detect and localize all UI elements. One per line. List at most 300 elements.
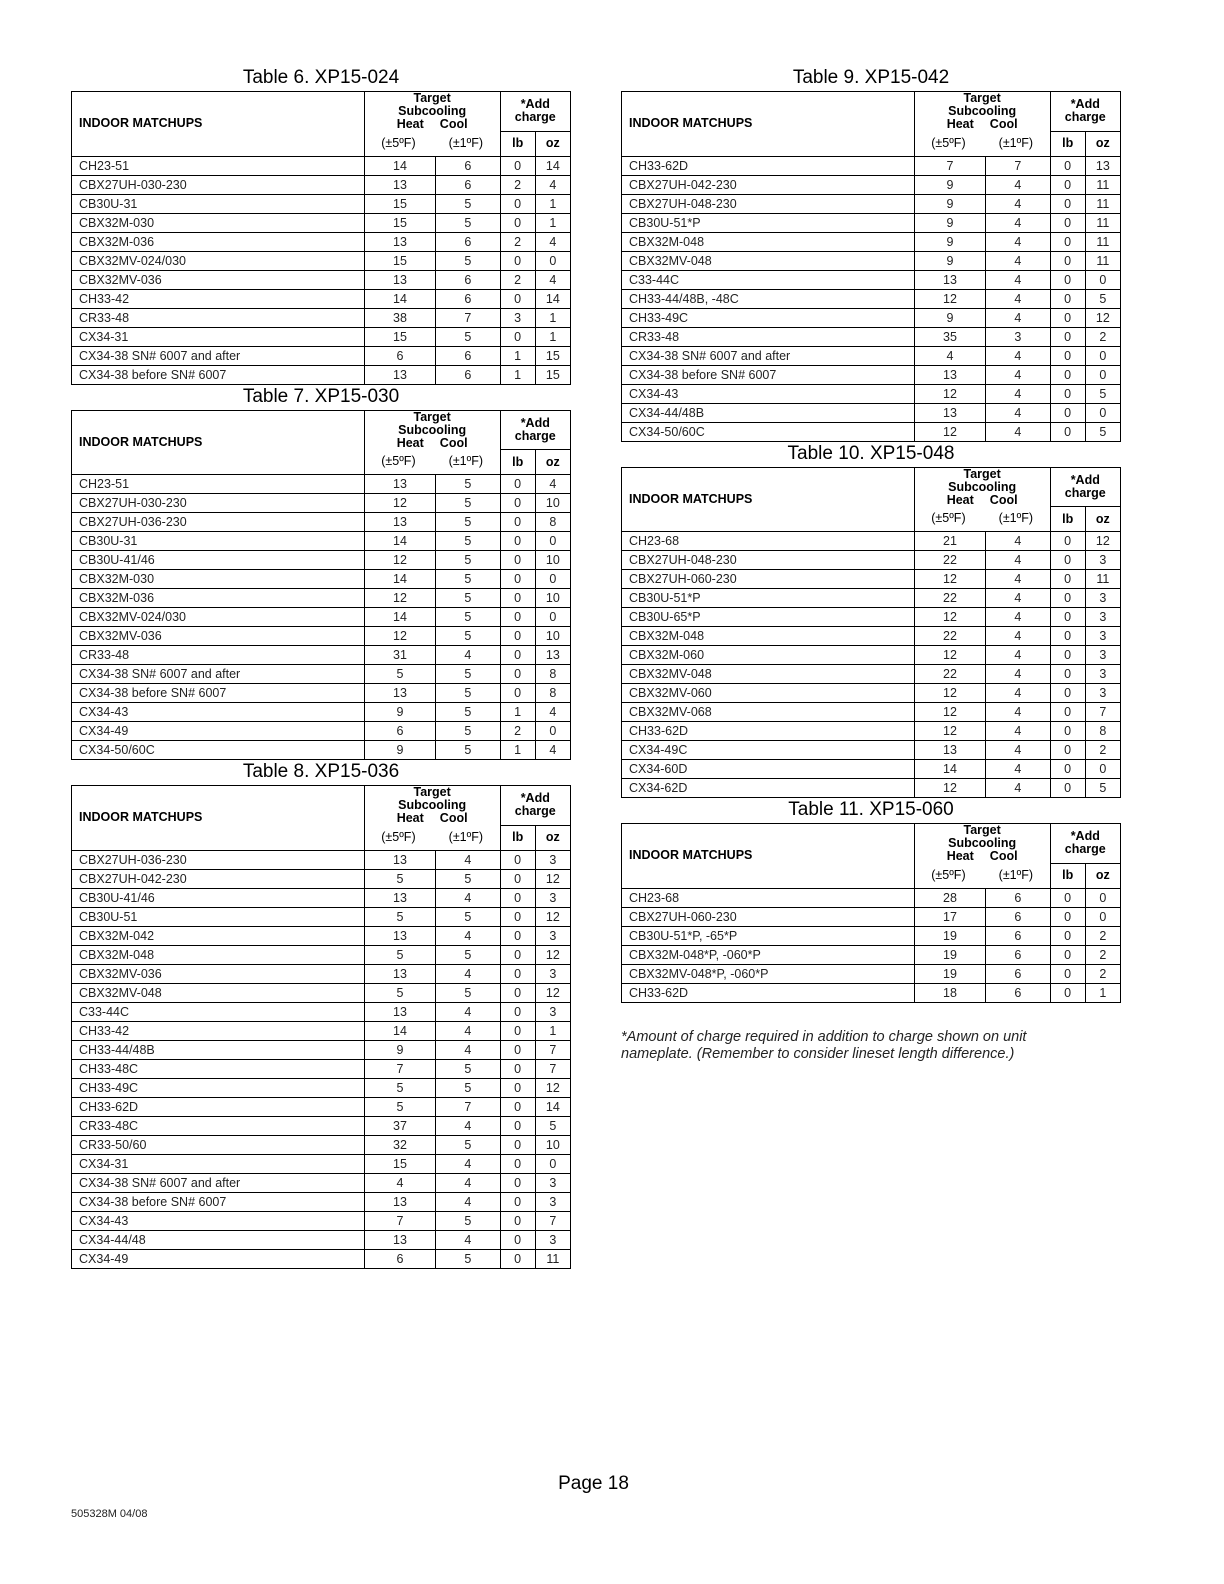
charge-lb-cell: 0: [1050, 983, 1085, 1002]
tolerance-header: [364, 450, 500, 475]
indoor-matchups-header: INDOOR MATCHUPS: [72, 92, 365, 157]
indoor-matchup-cell: CX34-49: [72, 722, 365, 741]
table-row: [72, 850, 571, 869]
charge-oz-cell: 3: [535, 888, 570, 907]
charge-lb-cell: 0: [500, 1021, 535, 1040]
cool-subcooling-cell: 4: [986, 570, 1050, 589]
indoor-matchups-header: INDOOR MATCHUPS: [72, 410, 365, 475]
charge-oz-cell: 12: [535, 1078, 570, 1097]
table-7-block: [71, 385, 571, 761]
cool-subcooling-cell: 4: [436, 1040, 500, 1059]
heat-subcooling-cell: 21: [914, 532, 985, 551]
indoor-matchup-cell: CBX32M-036: [72, 589, 365, 608]
charge-label: charge: [514, 428, 556, 443]
target-label: Target: [413, 785, 451, 799]
indoor-matchup-cell: C33-44C: [622, 270, 915, 289]
indoor-matchup-cell: CBX27UH-042-230: [622, 175, 915, 194]
add-charge-header: [500, 786, 570, 826]
heat-subcooling-cell: 6: [364, 722, 435, 741]
target-label: Target: [413, 91, 451, 105]
cool-tolerance: (±1ºF): [448, 135, 483, 150]
table-row: [622, 570, 1121, 589]
cool-subcooling-cell: 4: [986, 365, 1050, 384]
indoor-matchup-cell: CBX32M-030: [72, 570, 365, 589]
table-row: [72, 945, 571, 964]
charge-oz-cell: 3: [535, 1230, 570, 1249]
charge-oz-cell: 12: [535, 945, 570, 964]
table-title: Table 6. XP15-024: [242, 67, 400, 88]
cool-subcooling-cell: 4: [986, 308, 1050, 327]
indoor-matchup-cell: CB30U-41/46: [72, 888, 365, 907]
table-row: [72, 346, 571, 365]
indoor-matchups-header: INDOOR MATCHUPS: [622, 467, 915, 532]
oz-header: oz: [1085, 507, 1120, 532]
charge-lb-cell: 0: [1050, 175, 1085, 194]
table-row: [622, 926, 1121, 945]
charge-lb-cell: 0: [500, 1154, 535, 1173]
charge-oz-cell: 3: [535, 1002, 570, 1021]
charge-oz-cell: 14: [535, 1097, 570, 1116]
table-9-block: [621, 66, 1121, 442]
charge-oz-cell: 13: [535, 646, 570, 665]
table-title: Table 8. XP15-036: [242, 761, 400, 782]
lb-header: lb: [500, 450, 535, 475]
charge-oz-cell: 5: [1085, 422, 1120, 441]
indoor-matchups-header: INDOOR MATCHUPS: [622, 824, 915, 889]
indoor-matchup-cell: CH33-62D: [622, 983, 915, 1002]
indoor-matchup-cell: CBX32MV-024/030: [72, 608, 365, 627]
charge-lb-cell: 0: [500, 646, 535, 665]
table-row: [72, 365, 571, 384]
charge-lb-cell: 0: [500, 1211, 535, 1230]
table-row: [72, 513, 571, 532]
cool-subcooling-cell: 4: [436, 964, 500, 983]
table-row: [72, 1230, 571, 1249]
table-title: Table 11. XP15-060: [788, 799, 954, 820]
target-label: Target: [413, 409, 451, 424]
charge-lb-cell: 0: [500, 1135, 535, 1154]
charge-lb-cell: 0: [500, 1078, 535, 1097]
table-title: Table 9. XP15-042: [792, 67, 950, 88]
cool-label: Cool: [989, 117, 1018, 131]
heat-subcooling-cell: 15: [364, 1154, 435, 1173]
cool-subcooling-cell: 5: [436, 532, 500, 551]
cool-subcooling-cell: 4: [986, 589, 1050, 608]
heat-subcooling-cell: 12: [914, 570, 985, 589]
lb-header: lb: [500, 825, 535, 850]
cool-subcooling-cell: 5: [436, 551, 500, 570]
heat-subcooling-cell: 37: [364, 1116, 435, 1135]
cool-tolerance: (±1ºF): [448, 829, 483, 844]
heat-subcooling-cell: 38: [364, 308, 435, 327]
charge-lb-cell: 0: [1050, 403, 1085, 422]
document-code: 505328M 04/08: [71, 1508, 148, 1520]
charge-table: [621, 91, 1121, 442]
charge-label: charge: [1064, 842, 1106, 857]
table-row: [622, 722, 1121, 741]
target-subcooling-header: [914, 467, 1050, 507]
charge-lb-cell: 0: [500, 945, 535, 964]
cool-subcooling-cell: 4: [986, 251, 1050, 270]
indoor-matchup-cell: CB30U-41/46: [72, 551, 365, 570]
indoor-matchup-cell: CX34-38 SN# 6007 and after: [72, 665, 365, 684]
heat-subcooling-cell: 28: [914, 888, 985, 907]
charge-lb-cell: 0: [500, 1002, 535, 1021]
indoor-matchup-cell: CX34-49: [72, 1249, 365, 1268]
charge-lb-cell: 2: [500, 270, 535, 289]
charge-oz-cell: 0: [1085, 403, 1120, 422]
table-row: [72, 741, 571, 760]
cool-subcooling-cell: 5: [436, 869, 500, 888]
indoor-matchup-cell: CX34-38 SN# 6007 and after: [622, 346, 915, 365]
charge-oz-cell: 13: [1085, 156, 1120, 175]
table-row: [622, 251, 1121, 270]
target-label: Target: [963, 466, 1001, 481]
charge-oz-cell: 3: [535, 1192, 570, 1211]
charge-oz-cell: 10: [535, 589, 570, 608]
cool-subcooling-cell: 6: [436, 289, 500, 308]
heat-subcooling-cell: 12: [914, 608, 985, 627]
subcooling-label: Subcooling: [948, 479, 1017, 494]
cool-subcooling-cell: 6: [436, 270, 500, 289]
table-row: [622, 741, 1121, 760]
charge-table: [621, 467, 1121, 799]
charge-lb-cell: 1: [500, 703, 535, 722]
indoor-matchups-header: INDOOR MATCHUPS: [622, 92, 915, 157]
heat-subcooling-cell: 14: [364, 289, 435, 308]
charge-lb-cell: 0: [1050, 270, 1085, 289]
indoor-matchup-cell: CX34-38 SN# 6007 and after: [72, 1173, 365, 1192]
cool-subcooling-cell: 6: [986, 964, 1050, 983]
heat-subcooling-cell: 12: [914, 289, 985, 308]
heat-label: Heat: [396, 435, 424, 450]
heat-subcooling-cell: 13: [364, 513, 435, 532]
cool-subcooling-cell: 4: [986, 684, 1050, 703]
indoor-matchup-cell: CBX32M-048*P, -060*P: [622, 945, 915, 964]
indoor-matchup-cell: CH23-51: [72, 475, 365, 494]
cool-subcooling-cell: 4: [986, 346, 1050, 365]
charge-lb-cell: 0: [1050, 289, 1085, 308]
charge-lb-cell: 0: [1050, 627, 1085, 646]
cool-subcooling-cell: 5: [436, 983, 500, 1002]
charge-lb-cell: 0: [500, 494, 535, 513]
indoor-matchup-cell: CX34-38 before SN# 6007: [72, 1192, 365, 1211]
cool-subcooling-cell: 4: [436, 1154, 500, 1173]
heat-subcooling-cell: 17: [914, 907, 985, 926]
charge-label: charge: [514, 804, 556, 819]
indoor-matchup-cell: CBX32MV-036: [72, 270, 365, 289]
charge-lb-cell: 0: [1050, 741, 1085, 760]
heat-subcooling-cell: 6: [364, 1249, 435, 1268]
indoor-matchup-cell: CX34-44/48B: [622, 403, 915, 422]
heat-subcooling-cell: 5: [364, 907, 435, 926]
table-row: [72, 327, 571, 346]
table-8-block: [71, 760, 571, 1269]
table-row: [622, 888, 1121, 907]
heat-tolerance: (±5ºF): [381, 454, 416, 469]
charge-lb-cell: 0: [500, 665, 535, 684]
heat-subcooling-cell: 5: [364, 945, 435, 964]
heat-subcooling-cell: 12: [914, 384, 985, 403]
table-row: [622, 308, 1121, 327]
charge-lb-cell: 2: [500, 232, 535, 251]
heat-subcooling-cell: 5: [364, 983, 435, 1002]
cool-subcooling-cell: 5: [436, 570, 500, 589]
table-row: [622, 403, 1121, 422]
heat-subcooling-cell: 13: [364, 1230, 435, 1249]
indoor-matchup-cell: CBX32MV-048: [622, 665, 915, 684]
tolerance-header: [914, 507, 1050, 532]
indoor-matchup-cell: CH33-62D: [72, 1097, 365, 1116]
heat-subcooling-cell: 35: [914, 327, 985, 346]
charge-lb-cell: 0: [1050, 703, 1085, 722]
indoor-matchup-cell: CBX32M-048: [622, 627, 915, 646]
right-column: [621, 66, 1121, 1003]
charge-lb-cell: 0: [1050, 760, 1085, 779]
table-row: [72, 570, 571, 589]
indoor-matchup-cell: CBX27UH-060-230: [622, 907, 915, 926]
tolerance-header: [914, 131, 1050, 156]
table-row: [622, 213, 1121, 232]
table-row: [622, 289, 1121, 308]
cool-subcooling-cell: 4: [986, 213, 1050, 232]
charge-oz-cell: 12: [535, 869, 570, 888]
table-title: Table 10. XP15-048: [787, 442, 955, 464]
target-subcooling-header: [914, 92, 1050, 132]
charge-oz-cell: 3: [1085, 665, 1120, 684]
add-charge-header: [500, 92, 570, 132]
table-row: [72, 532, 571, 551]
charge-footnote: *Amount of charge required in addition to charge shown on unit nameplate. (Remember to consider lineset length difference.): [621, 1029, 1027, 1062]
indoor-matchup-cell: CB30U-51*P: [622, 589, 915, 608]
table-row: [622, 964, 1121, 983]
cool-tolerance: (±1ºF): [998, 511, 1033, 526]
charge-lb-cell: 0: [500, 327, 535, 346]
charge-table: [71, 410, 571, 761]
table-row: [72, 1249, 571, 1268]
heat-subcooling-cell: 7: [364, 1059, 435, 1078]
cool-label: Cool: [439, 435, 468, 450]
charge-oz-cell: 11: [1085, 251, 1120, 270]
indoor-matchup-cell: CH23-68: [622, 888, 915, 907]
indoor-matchup-cell: CB30U-51*P: [622, 213, 915, 232]
charge-oz-cell: 1: [535, 308, 570, 327]
add-label: *Add: [1070, 472, 1100, 487]
cool-subcooling-cell: 5: [436, 608, 500, 627]
charge-oz-cell: 7: [535, 1059, 570, 1078]
table-row: [72, 684, 571, 703]
cool-subcooling-cell: 6: [986, 888, 1050, 907]
indoor-matchup-cell: CB30U-65*P: [622, 608, 915, 627]
table-row: [622, 589, 1121, 608]
charge-oz-cell: 14: [535, 156, 570, 175]
charge-oz-cell: 11: [1085, 175, 1120, 194]
table-row: [72, 194, 571, 213]
charge-lb-cell: 0: [1050, 779, 1085, 798]
cool-subcooling-cell: 4: [436, 1230, 500, 1249]
indoor-matchup-cell: CH33-44/48B: [72, 1040, 365, 1059]
lb-header: lb: [1050, 131, 1085, 156]
oz-header: oz: [535, 825, 570, 850]
table-row: [72, 589, 571, 608]
charge-lb-cell: 0: [1050, 194, 1085, 213]
indoor-matchup-cell: CBX32M-036: [72, 232, 365, 251]
oz-header: oz: [1085, 131, 1120, 156]
heat-subcooling-cell: 19: [914, 964, 985, 983]
charge-oz-cell: 8: [535, 684, 570, 703]
table-row: [622, 422, 1121, 441]
cool-subcooling-cell: 3: [986, 327, 1050, 346]
heat-subcooling-cell: 13: [364, 926, 435, 945]
heat-label: Heat: [396, 117, 424, 131]
indoor-matchup-cell: CX34-62D: [622, 779, 915, 798]
charge-lb-cell: 0: [1050, 945, 1085, 964]
lb-header: lb: [1050, 863, 1085, 888]
table-row: [72, 1192, 571, 1211]
cool-subcooling-cell: 5: [436, 907, 500, 926]
indoor-matchup-cell: CBX27UH-048-230: [622, 551, 915, 570]
table-row: [622, 608, 1121, 627]
tolerance-header: [364, 825, 500, 850]
charge-oz-cell: 3: [535, 964, 570, 983]
charge-lb-cell: 0: [1050, 156, 1085, 175]
charge-oz-cell: 3: [535, 850, 570, 869]
charge-lb-cell: 0: [500, 156, 535, 175]
heat-subcooling-cell: 13: [364, 475, 435, 494]
table-row: [622, 665, 1121, 684]
add-label: *Add: [1070, 829, 1100, 844]
charge-oz-cell: 10: [535, 551, 570, 570]
cool-subcooling-cell: 4: [436, 1002, 500, 1021]
target-subcooling-header: [914, 824, 1050, 864]
charge-oz-cell: 0: [1085, 365, 1120, 384]
heat-subcooling-cell: 22: [914, 665, 985, 684]
cool-subcooling-cell: 4: [986, 722, 1050, 741]
cool-subcooling-cell: 5: [436, 741, 500, 760]
cool-subcooling-cell: 7: [986, 156, 1050, 175]
lb-header: lb: [1050, 507, 1085, 532]
charge-oz-cell: 11: [1085, 194, 1120, 213]
charge-lb-cell: 0: [1050, 964, 1085, 983]
indoor-matchup-cell: CX34-31: [72, 1154, 365, 1173]
cool-subcooling-cell: 4: [436, 888, 500, 907]
table-row: [72, 1040, 571, 1059]
cool-subcooling-cell: 5: [436, 213, 500, 232]
table-title: Table 7. XP15-030: [242, 385, 400, 407]
heat-subcooling-cell: 9: [914, 251, 985, 270]
cool-subcooling-cell: 5: [436, 1059, 500, 1078]
cool-subcooling-cell: 5: [436, 1211, 500, 1230]
heat-subcooling-cell: 4: [914, 346, 985, 365]
heat-subcooling-cell: 12: [364, 589, 435, 608]
cool-subcooling-cell: 4: [436, 1116, 500, 1135]
charge-oz-cell: 0: [1085, 907, 1120, 926]
subcooling-label: Subcooling: [398, 798, 467, 812]
charge-lb-cell: 0: [500, 964, 535, 983]
cool-subcooling-cell: 5: [436, 513, 500, 532]
charge-oz-cell: 10: [535, 494, 570, 513]
cool-subcooling-cell: 6: [436, 346, 500, 365]
charge-oz-cell: 3: [1085, 551, 1120, 570]
heat-subcooling-cell: 32: [364, 1135, 435, 1154]
charge-oz-cell: 14: [535, 289, 570, 308]
table-row: [622, 646, 1121, 665]
charge-lb-cell: 0: [1050, 589, 1085, 608]
indoor-matchup-cell: CX34-31: [72, 327, 365, 346]
heat-subcooling-cell: 5: [364, 869, 435, 888]
charge-oz-cell: 3: [1085, 627, 1120, 646]
indoor-matchup-cell: CX34-43: [72, 1211, 365, 1230]
charge-oz-cell: 1: [535, 1021, 570, 1040]
cool-subcooling-cell: 4: [986, 270, 1050, 289]
charge-oz-cell: 12: [535, 907, 570, 926]
charge-oz-cell: 4: [535, 232, 570, 251]
tolerance-header: [364, 131, 500, 156]
table-row: [72, 646, 571, 665]
indoor-matchup-cell: CBX32M-060: [622, 646, 915, 665]
cool-subcooling-cell: 4: [986, 741, 1050, 760]
charge-oz-cell: 15: [535, 365, 570, 384]
charge-lb-cell: 0: [500, 194, 535, 213]
charge-oz-cell: 2: [1085, 945, 1120, 964]
charge-lb-cell: 0: [1050, 646, 1085, 665]
table-row: [72, 232, 571, 251]
charge-lb-cell: 0: [500, 627, 535, 646]
cool-subcooling-cell: 4: [986, 551, 1050, 570]
cool-subcooling-cell: 5: [436, 589, 500, 608]
indoor-matchup-cell: CB30U-51*P, -65*P: [622, 926, 915, 945]
charge-lb-cell: 3: [500, 308, 535, 327]
cool-subcooling-cell: 5: [436, 327, 500, 346]
add-charge-header: [500, 410, 570, 450]
charge-oz-cell: 2: [1085, 964, 1120, 983]
heat-subcooling-cell: 9: [364, 703, 435, 722]
table-11-block: [621, 798, 1121, 1003]
indoor-matchup-cell: CBX27UH-042-230: [72, 869, 365, 888]
charge-lb-cell: 0: [1050, 532, 1085, 551]
table-row: [72, 627, 571, 646]
charge-lb-cell: 0: [500, 289, 535, 308]
subcooling-label: Subcooling: [948, 836, 1017, 850]
heat-subcooling-cell: 13: [364, 365, 435, 384]
table-row: [622, 907, 1121, 926]
charge-lb-cell: 0: [500, 1040, 535, 1059]
charge-oz-cell: 1: [535, 194, 570, 213]
cool-subcooling-cell: 4: [986, 532, 1050, 551]
charge-lb-cell: 0: [1050, 213, 1085, 232]
charge-oz-cell: 4: [535, 741, 570, 760]
table-row: [622, 684, 1121, 703]
charge-lb-cell: 0: [500, 907, 535, 926]
table-row: [622, 703, 1121, 722]
indoor-matchup-cell: CH33-62D: [622, 722, 915, 741]
cool-tolerance: (±1ºF): [998, 135, 1033, 150]
heat-subcooling-cell: 22: [914, 589, 985, 608]
heat-subcooling-cell: 13: [364, 888, 435, 907]
table-row: [622, 365, 1121, 384]
subcooling-label: Subcooling: [398, 422, 467, 437]
indoor-matchup-cell: CX34-50/60C: [72, 741, 365, 760]
charge-lb-cell: 0: [1050, 665, 1085, 684]
heat-subcooling-cell: 6: [364, 346, 435, 365]
indoor-matchup-cell: CBX32M-030: [72, 213, 365, 232]
cool-subcooling-cell: 5: [436, 1249, 500, 1268]
charge-lb-cell: 0: [500, 532, 535, 551]
lb-header: lb: [500, 131, 535, 156]
charge-oz-cell: 3: [535, 926, 570, 945]
cool-subcooling-cell: 4: [986, 422, 1050, 441]
cool-label: Cool: [989, 849, 1018, 863]
